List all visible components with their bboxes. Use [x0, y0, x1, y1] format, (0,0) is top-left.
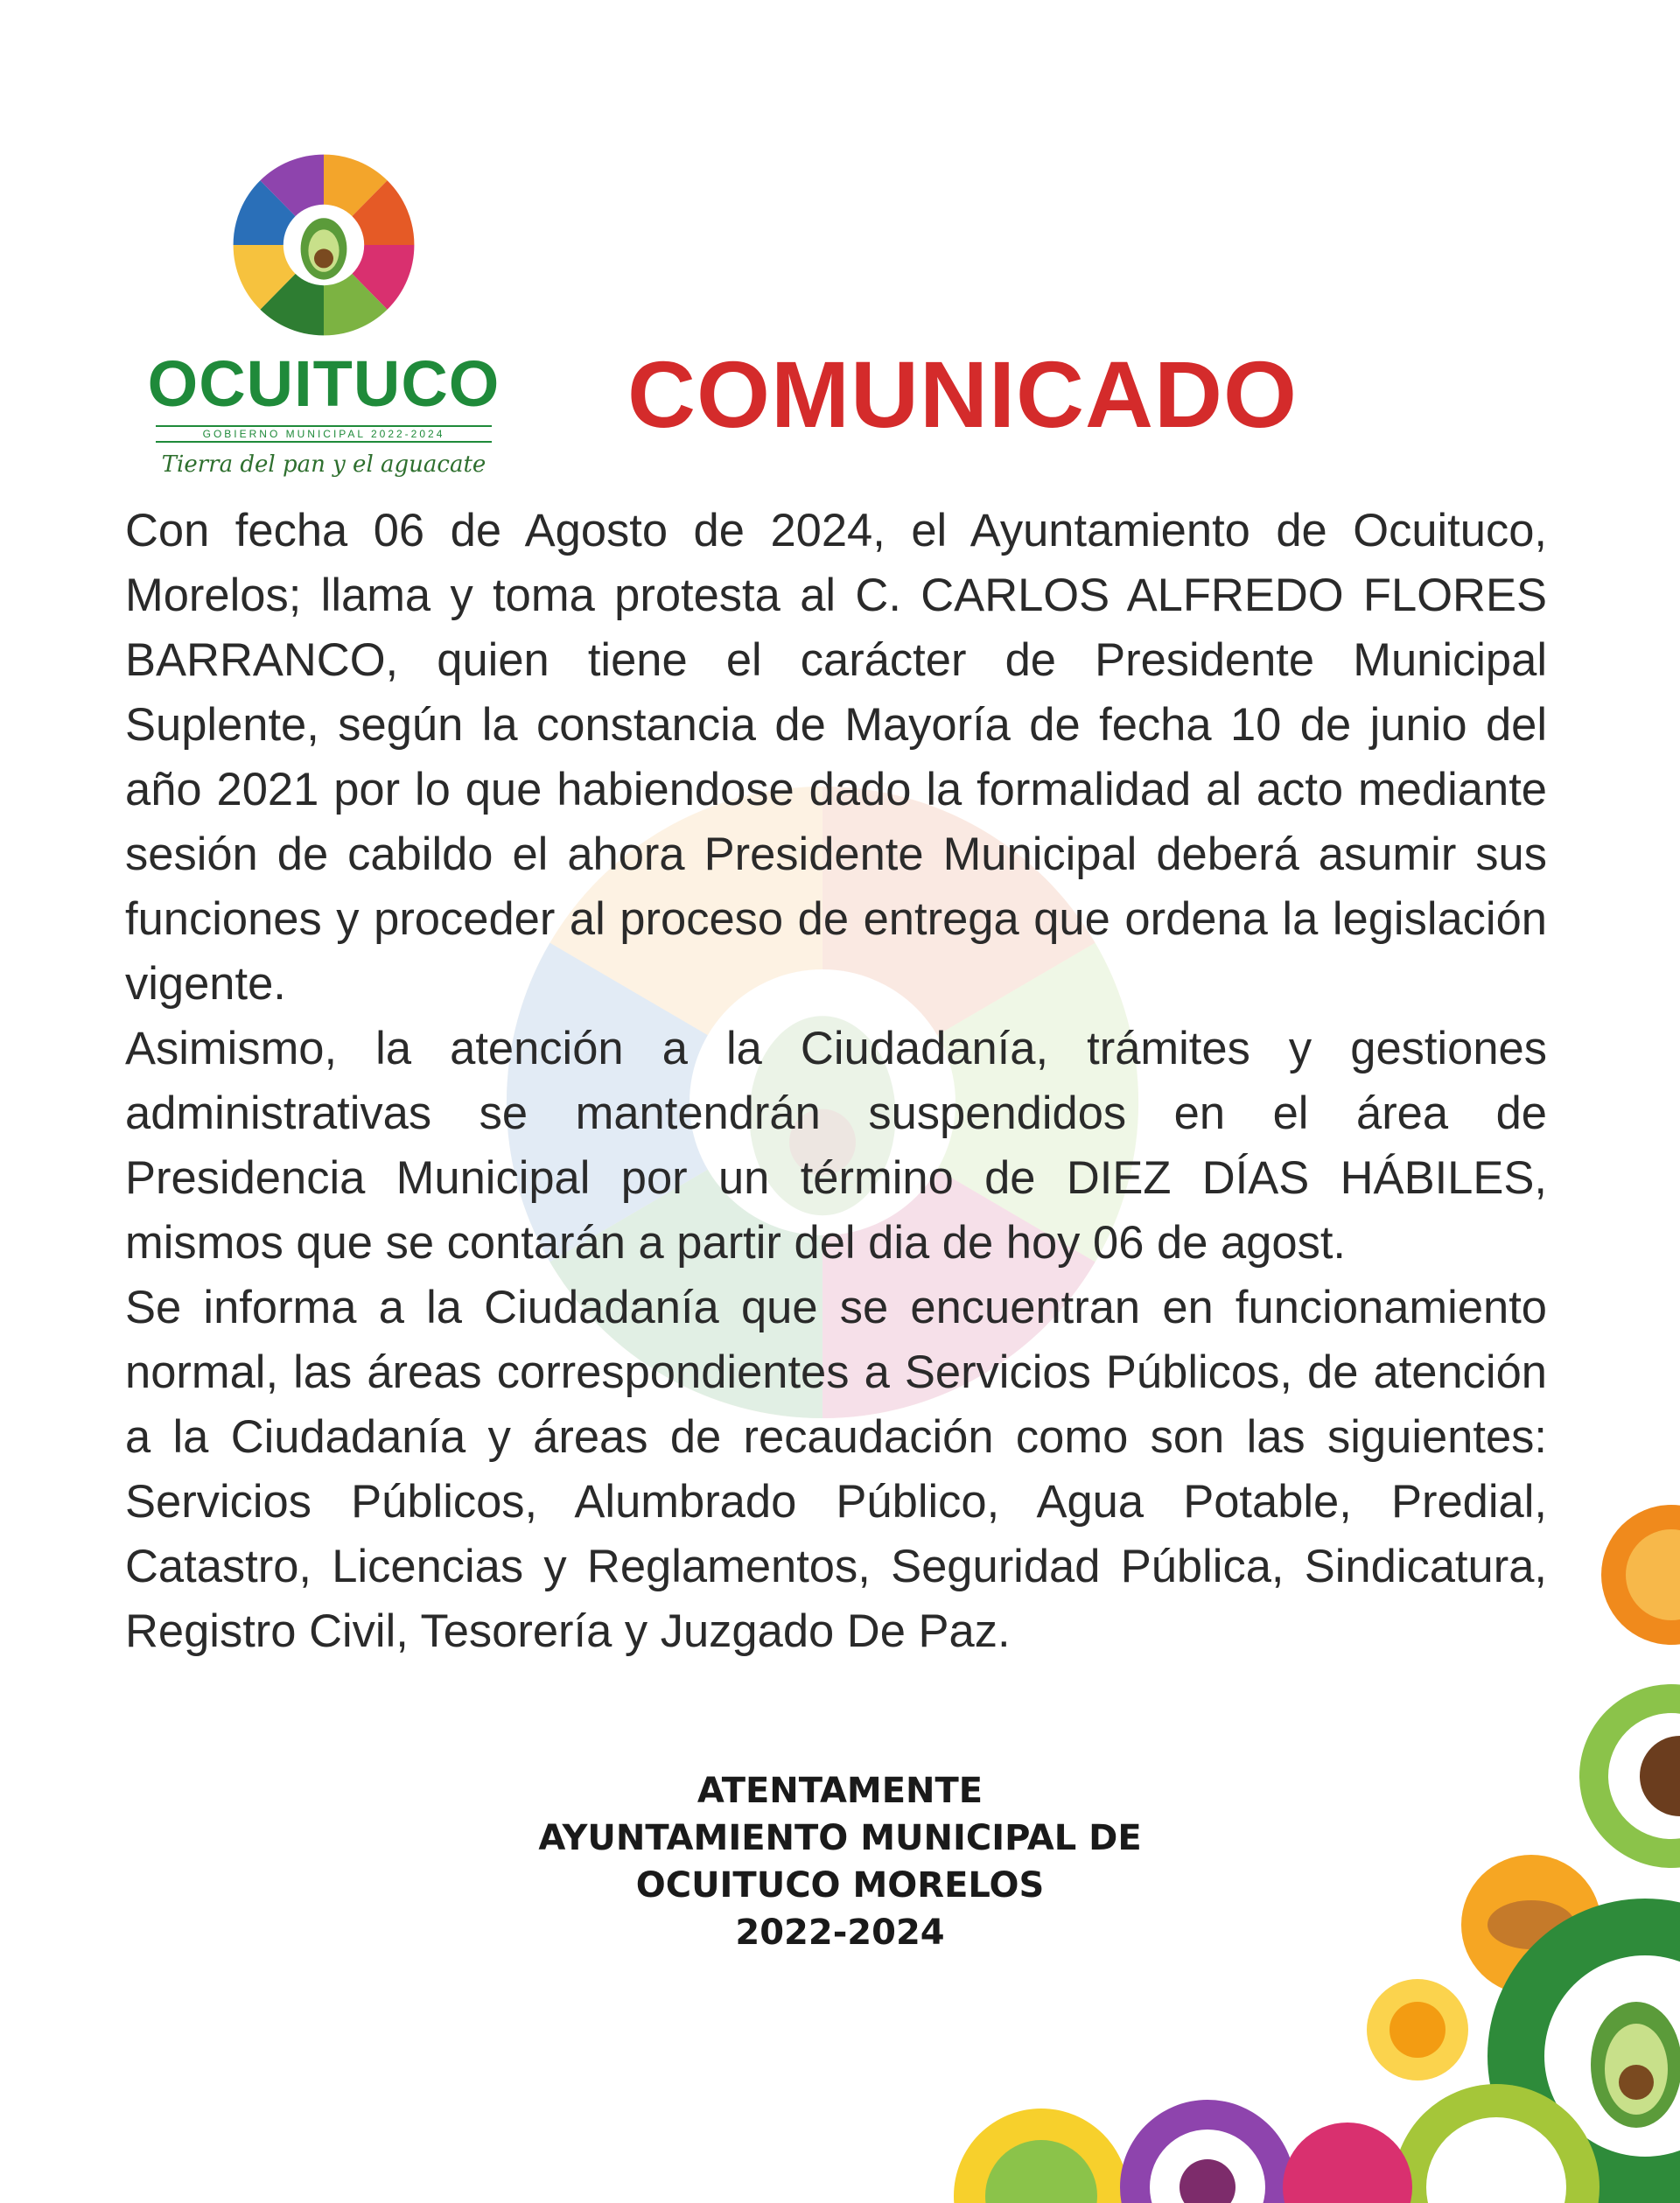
- logo-name: OCUITUCO: [147, 347, 500, 420]
- paragraph-2: Asimismo, la atención a la Ciudadanía, trámites y gestiones administrativas se mantendrán suspendidos en el área de Presidencia Municipal por un término de DIEZ DÍAS HÁBILES, mismos que se contarán a partir del dia de hoy 06 de agost.: [125, 1023, 1547, 1269]
- paragraph-1: Con fecha 06 de Agosto de 2024, el Ayuntamiento de Ocuituco, Morelos; llama y toma protesta al C. CARLOS ALFREDO FLORES BARRANCO, quien tiene el carácter de Presidente Municipal Suplente, según la constancia de Mayoría de fecha 10 de junio del año 2021 por lo que habiendose dado la formalidad al acto mediante sesión de cabildo el ahora Presidente Municipal deberá asumir sus funciones y proceder al proceso de entrega que ordena la legislación vigente.: [125, 505, 1547, 1010]
- paragraph-3: Se informa a la Ciudadanía que se encuentran en funcionamiento normal, las áreas correspondientes a Servicios Públicos, de atención a la Ciudadanía y áreas de recaudación como son las siguientes: Servicios Públicos, Alumbrado Público, Agua Potable, Predial, Catastro, Licencias y Reglamentos, Seguridad Pública, Sindicatura, Registro Civil, Tesorería y Juzgado De Paz.: [125, 1282, 1547, 1657]
- decorative-circles: [919, 1487, 1680, 2203]
- closing-line-2: AYUNTAMIENTO MUNICIPAL DE: [538, 1818, 1142, 1858]
- closing-line-4: 2022-2024: [735, 1913, 945, 1953]
- ocuituco-emblem-icon: [228, 149, 420, 341]
- logo-subtitle: GOBIERNO MUNICIPAL 2022-2024: [156, 425, 492, 443]
- logo-tagline: Tierra del pan y el aguacate: [161, 451, 486, 478]
- municipal-logo: [140, 149, 508, 481]
- magenta-circle-bottom: [1283, 2123, 1412, 2203]
- page-title: COMUNICADO: [627, 341, 1298, 448]
- closing-line-3: OCUITUCO MORELOS: [635, 1865, 1045, 1906]
- closing-line-1: ATENTAMENTE: [696, 1771, 984, 1811]
